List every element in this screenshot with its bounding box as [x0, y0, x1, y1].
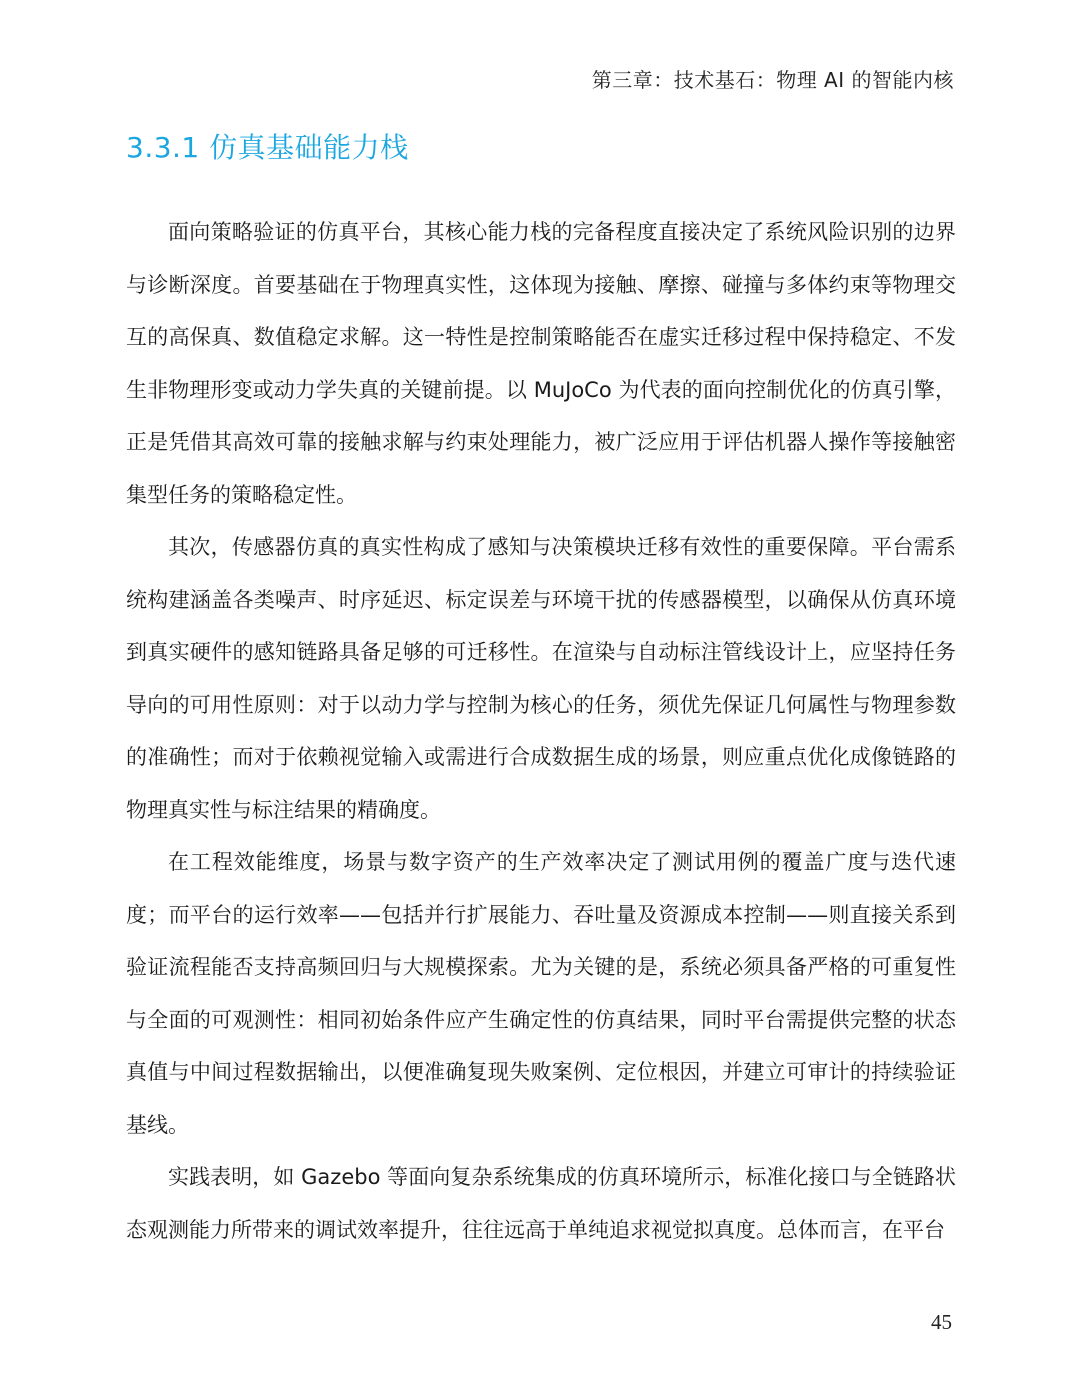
running-header: 第三章：技术基石：物理 AI 的智能内核	[591, 68, 954, 92]
paragraph-2: 其次，传感器仿真的真实性构成了感知与决策模块迁移有效性的重要保障。平台需系统构建涵盖各类噪声、时序延迟、标定误差与环境干扰的传感器模型，以确保从仿真环境到真实硬件的感知链路具备足够的可迁移性。在渲染与自动标注管线设计上，应坚持任务导向的可用性原则：对于以动力学与控制为核心的任务，须优先保证几何属性与物理参数的准确性；而对于依赖视觉输入或需进行合成数据生成的场景，则应重点优化成像链路的物理真实性与标注结果的精确度。	[126, 535, 956, 822]
page-number: 45	[931, 1310, 952, 1334]
body-text	[126, 206, 956, 1256]
paragraph-1: 面向策略验证的仿真平台，其核心能力栈的完备程度直接决定了系统风险识别的边界与诊断深度。首要基础在于物理真实性，这体现为接触、摩擦、碰撞与多体约束等物理交互的高保真、数值稳定求解。这一特性是控制策略能否在虚实迁移过程中保持稳定、不发生非物理形变或动力学失真的关键前提。以 MuJoCo 为代表的面向控制优化的仿真引擎，正是凭借其高效可靠的接触求解与约束处理能力，被广泛应用于评估机器人操作等接触密集型任务的策略稳定性。	[126, 220, 956, 507]
section-title: 3.3.1 仿真基础能力栈	[126, 131, 409, 164]
paragraph-4: 实践表明，如 Gazebo 等面向复杂系统集成的仿真环境所示，标准化接口与全链路状态观测能力所带来的调试效率提升，往往远高于单纯追求视觉拟真度。总体而言，在平台	[126, 1165, 956, 1242]
paragraph-3: 在工程效能维度，场景与数字资产的生产效率决定了测试用例的覆盖广度与迭代速度；而平台的运行效率——包括并行扩展能力、吞吐量及资源成本控制——则直接关系到验证流程能否支持高频回归与大规模探索。尤为关键的是，系统必须具备严格的可重复性与全面的可观测性：相同初始条件应产生确定性的仿真结果，同时平台需提供完整的状态真值与中间过程数据输出，以便准确复现失败案例、定位根因，并建立可审计的持续验证基线。	[126, 850, 956, 1137]
